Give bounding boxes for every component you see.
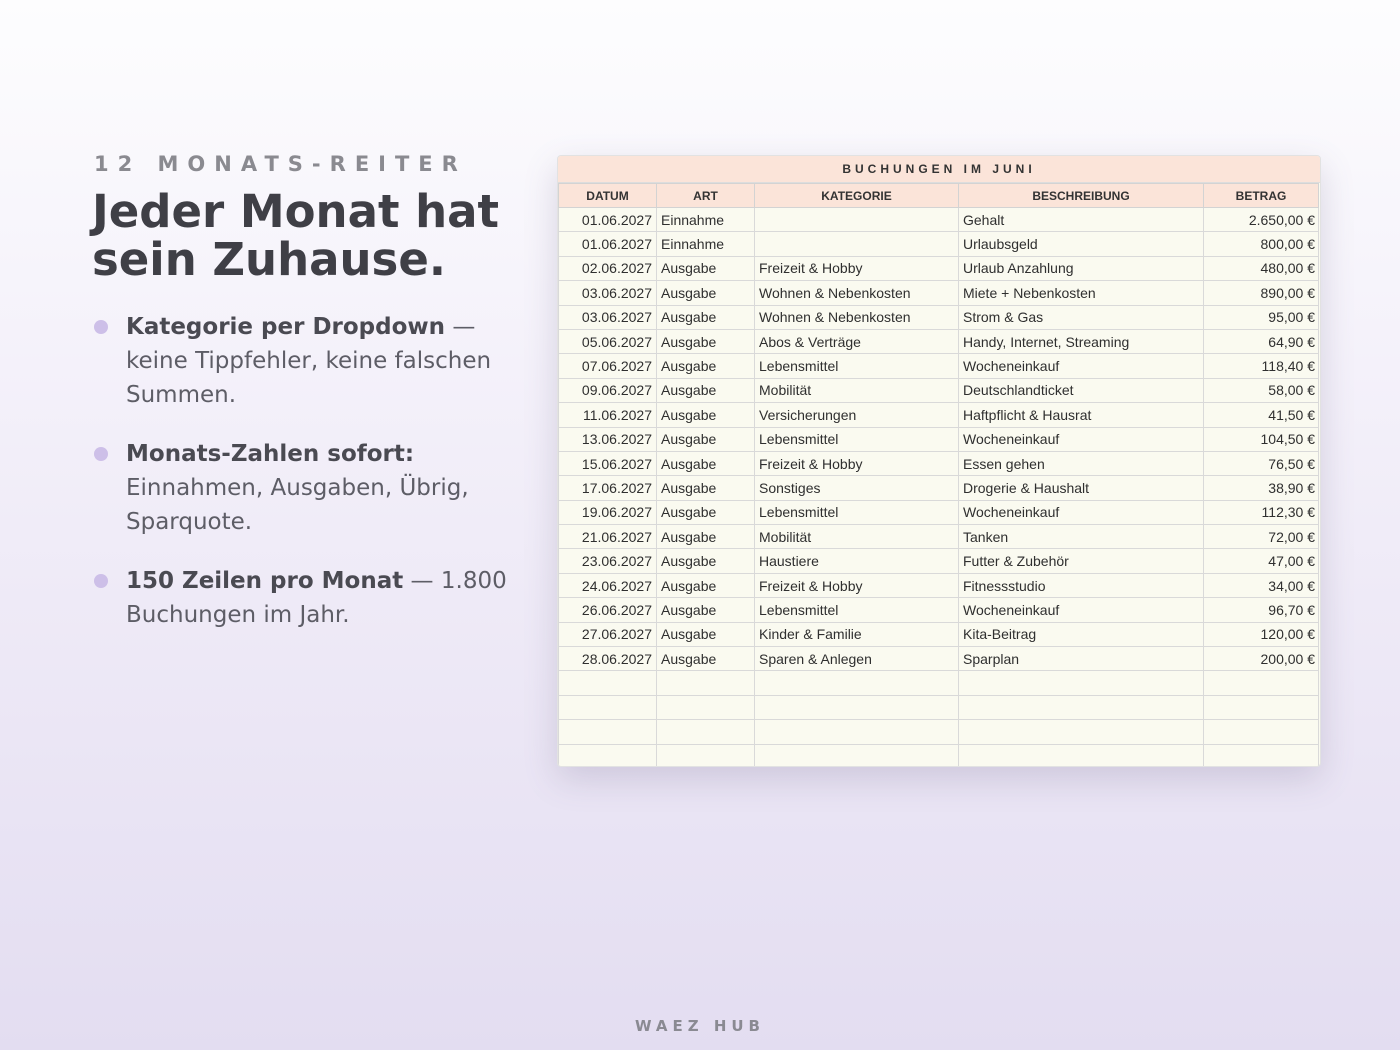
empty-cell[interactable] [1204, 720, 1319, 744]
cell-description[interactable]: Miete + Nebenkosten [959, 281, 1204, 305]
cell-description[interactable]: Wocheneinkauf [959, 427, 1204, 451]
empty-cell[interactable] [755, 695, 959, 719]
cell-date[interactable]: 05.06.2027 [559, 329, 657, 353]
table-row [559, 598, 1319, 622]
cell-category[interactable]: Sonstiges [755, 476, 959, 500]
table-row [559, 378, 1319, 402]
cell-description[interactable]: Strom & Gas [959, 305, 1204, 329]
cell-date[interactable]: 13.06.2027 [559, 427, 657, 451]
cell-description[interactable]: Haftpflicht & Hausrat [959, 403, 1204, 427]
headline [92, 185, 572, 286]
cell-date[interactable]: 28.06.2027 [559, 647, 657, 671]
empty-cell[interactable] [959, 695, 1204, 719]
cell-category[interactable]: Wohnen & Nebenkosten [755, 281, 959, 305]
table-row [559, 208, 1319, 232]
empty-cell[interactable] [559, 695, 657, 719]
cell-type[interactable]: Einnahme [657, 208, 755, 232]
cell-description[interactable]: Tanken [959, 525, 1204, 549]
cell-type[interactable]: Ausgabe [657, 622, 755, 646]
table-row [559, 281, 1319, 305]
empty-cell[interactable] [959, 720, 1204, 744]
cell-category[interactable] [755, 232, 959, 256]
empty-cell[interactable] [755, 720, 959, 744]
cell-date[interactable]: 24.06.2027 [559, 573, 657, 597]
table-row [559, 476, 1319, 500]
feature-list [94, 310, 534, 657]
column-header-beschreibung: BESCHREIBUNG [959, 184, 1204, 208]
cell-amount[interactable]: 58,00 € [1204, 378, 1319, 402]
cell-category[interactable]: Freizeit & Hobby [755, 256, 959, 280]
cell-amount[interactable]: 480,00 € [1204, 256, 1319, 280]
feature-highlight: Monats-Zahlen sofort: [126, 441, 415, 467]
table-header-row [559, 184, 1319, 208]
cell-type[interactable]: Einnahme [657, 232, 755, 256]
headline-line-1: Jeder Monat hat [92, 185, 500, 238]
bullet-dot-icon [94, 320, 108, 334]
cell-type[interactable]: Ausgabe [657, 329, 755, 353]
cell-description[interactable]: Wocheneinkauf [959, 354, 1204, 378]
feature-text: — keine Tippfehler, keine falschen Summen. [126, 314, 492, 408]
cell-amount[interactable]: 200,00 € [1204, 647, 1319, 671]
cell-description[interactable]: Handy, Internet, Streaming [959, 329, 1204, 353]
cell-category[interactable]: Versicherungen [755, 403, 959, 427]
cell-description[interactable]: Fitnessstudio [959, 573, 1204, 597]
cell-category[interactable]: Mobilität [755, 525, 959, 549]
cell-category[interactable]: Lebensmittel [755, 598, 959, 622]
empty-cell[interactable] [657, 744, 755, 767]
cell-category[interactable]: Freizeit & Hobby [755, 451, 959, 475]
empty-cell[interactable] [657, 720, 755, 744]
bullet-dot-icon [94, 574, 108, 588]
cell-type[interactable]: Ausgabe [657, 403, 755, 427]
cell-date[interactable]: 19.06.2027 [559, 500, 657, 524]
table-body [559, 208, 1319, 768]
cell-category[interactable]: Mobilität [755, 378, 959, 402]
cell-category[interactable]: Freizeit & Hobby [755, 573, 959, 597]
empty-cell[interactable] [959, 671, 1204, 695]
cell-category[interactable]: Kinder & Familie [755, 622, 959, 646]
cell-amount[interactable]: 890,00 € [1204, 281, 1319, 305]
table-row [559, 500, 1319, 524]
cell-type[interactable]: Ausgabe [657, 573, 755, 597]
cell-category[interactable]: Wohnen & Nebenkosten [755, 305, 959, 329]
cell-date[interactable]: 15.06.2027 [559, 451, 657, 475]
cell-amount[interactable]: 34,00 € [1204, 573, 1319, 597]
feature-highlight: Kategorie per Dropdown [126, 314, 446, 340]
cell-date[interactable]: 03.06.2027 [559, 281, 657, 305]
cell-date[interactable]: 11.06.2027 [559, 403, 657, 427]
empty-table-row [559, 671, 1319, 695]
cell-type[interactable]: Ausgabe [657, 525, 755, 549]
feature-item [94, 564, 534, 632]
cell-description[interactable]: Futter & Zubehör [959, 549, 1204, 573]
cell-date[interactable]: 21.06.2027 [559, 525, 657, 549]
empty-cell[interactable] [1204, 671, 1319, 695]
cell-type[interactable]: Ausgabe [657, 451, 755, 475]
empty-cell[interactable] [657, 695, 755, 719]
cell-amount[interactable]: 41,50 € [1204, 403, 1319, 427]
cell-date[interactable]: 17.06.2027 [559, 476, 657, 500]
empty-table-row [559, 695, 1319, 719]
cell-date[interactable]: 27.06.2027 [559, 622, 657, 646]
cell-amount[interactable]: 95,00 € [1204, 305, 1319, 329]
empty-cell[interactable] [959, 744, 1204, 767]
eyebrow-label: 12 MONATS-REITER [94, 152, 467, 176]
cell-description[interactable]: Urlaub Anzahlung [959, 256, 1204, 280]
cell-category[interactable]: Abos & Verträge [755, 329, 959, 353]
cell-type[interactable]: Ausgabe [657, 549, 755, 573]
cell-amount[interactable]: 64,90 € [1204, 329, 1319, 353]
cell-category[interactable] [755, 208, 959, 232]
cell-description[interactable]: Drogerie & Haushalt [959, 476, 1204, 500]
table-row [559, 525, 1319, 549]
cell-category[interactable]: Lebensmittel [755, 427, 959, 451]
column-header-betrag: BETRAG [1204, 184, 1319, 208]
empty-cell[interactable] [559, 720, 657, 744]
table-row [559, 573, 1319, 597]
cell-date[interactable]: 09.06.2027 [559, 378, 657, 402]
cell-date[interactable]: 02.06.2027 [559, 256, 657, 280]
headline-line-2: sein Zuhause. [92, 233, 446, 286]
cell-type[interactable]: Ausgabe [657, 427, 755, 451]
cell-type[interactable]: Ausgabe [657, 378, 755, 402]
cell-type[interactable]: Ausgabe [657, 305, 755, 329]
cell-amount[interactable]: 38,90 € [1204, 476, 1319, 500]
empty-cell[interactable] [559, 744, 657, 767]
cell-date[interactable]: 07.06.2027 [559, 354, 657, 378]
empty-cell[interactable] [1204, 744, 1319, 767]
cell-amount[interactable]: 118,40 € [1204, 354, 1319, 378]
cell-type[interactable]: Ausgabe [657, 647, 755, 671]
table-row [559, 427, 1319, 451]
feature-item [94, 310, 534, 412]
table-row [559, 451, 1319, 475]
cell-category[interactable]: Sparen & Anlegen [755, 647, 959, 671]
cell-description[interactable]: Sparplan [959, 647, 1204, 671]
cell-description[interactable]: Gehalt [959, 208, 1204, 232]
cell-amount[interactable]: 104,50 € [1204, 427, 1319, 451]
table-row [559, 329, 1319, 353]
cell-type[interactable]: Ausgabe [657, 281, 755, 305]
sheet-title: BUCHUNGEN IM JUNI [558, 156, 1320, 183]
table-row [559, 256, 1319, 280]
cell-amount[interactable]: 96,70 € [1204, 598, 1319, 622]
feature-text: Einnahmen, Ausgaben, Übrig, Sparquote. [126, 475, 469, 535]
cell-amount[interactable]: 47,00 € [1204, 549, 1319, 573]
cell-category[interactable]: Lebensmittel [755, 354, 959, 378]
cell-amount[interactable]: 120,00 € [1204, 622, 1319, 646]
cell-description[interactable]: Essen gehen [959, 451, 1204, 475]
cell-date[interactable]: 26.06.2027 [559, 598, 657, 622]
table-row [559, 232, 1319, 256]
cell-description[interactable]: Wocheneinkauf [959, 598, 1204, 622]
spreadsheet-preview [557, 155, 1321, 767]
table-row [559, 354, 1319, 378]
cell-type[interactable]: Ausgabe [657, 500, 755, 524]
cell-amount[interactable]: 800,00 € [1204, 232, 1319, 256]
cell-type[interactable]: Ausgabe [657, 354, 755, 378]
cell-category[interactable]: Haustiere [755, 549, 959, 573]
empty-table-row [559, 744, 1319, 767]
footer-brand: WAEZ HUB [635, 1017, 765, 1035]
cell-date[interactable]: 03.06.2027 [559, 305, 657, 329]
cell-type[interactable]: Ausgabe [657, 256, 755, 280]
empty-table-row [559, 720, 1319, 744]
table-row [559, 549, 1319, 573]
cell-date[interactable]: 01.06.2027 [559, 208, 657, 232]
column-header-datum: DATUM [559, 184, 657, 208]
empty-cell[interactable] [755, 671, 959, 695]
cell-description[interactable]: Deutschlandticket [959, 378, 1204, 402]
feature-highlight: 150 Zeilen pro Monat [126, 568, 404, 594]
column-header-kategorie: KATEGORIE [755, 184, 959, 208]
empty-cell[interactable] [1204, 695, 1319, 719]
cell-amount[interactable]: 112,30 € [1204, 500, 1319, 524]
cell-amount[interactable]: 2.650,00 € [1204, 208, 1319, 232]
cell-type[interactable]: Ausgabe [657, 598, 755, 622]
cell-amount[interactable]: 76,50 € [1204, 451, 1319, 475]
cell-amount[interactable]: 72,00 € [1204, 525, 1319, 549]
column-header-art: ART [657, 184, 755, 208]
feature-text: — 1.800 Buchungen im Jahr. [126, 568, 507, 628]
bookings-table [558, 183, 1319, 767]
cell-category[interactable]: Lebensmittel [755, 500, 959, 524]
feature-item [94, 437, 534, 539]
table-row [559, 647, 1319, 671]
cell-description[interactable]: Kita-Beitrag [959, 622, 1204, 646]
empty-cell[interactable] [559, 671, 657, 695]
cell-description[interactable]: Urlaubsgeld [959, 232, 1204, 256]
empty-cell[interactable] [755, 744, 959, 767]
table-row [559, 305, 1319, 329]
cell-date[interactable]: 23.06.2027 [559, 549, 657, 573]
cell-description[interactable]: Wocheneinkauf [959, 500, 1204, 524]
table-row [559, 622, 1319, 646]
table-row [559, 403, 1319, 427]
bullet-dot-icon [94, 447, 108, 461]
empty-cell[interactable] [657, 671, 755, 695]
cell-type[interactable]: Ausgabe [657, 476, 755, 500]
cell-date[interactable]: 01.06.2027 [559, 232, 657, 256]
